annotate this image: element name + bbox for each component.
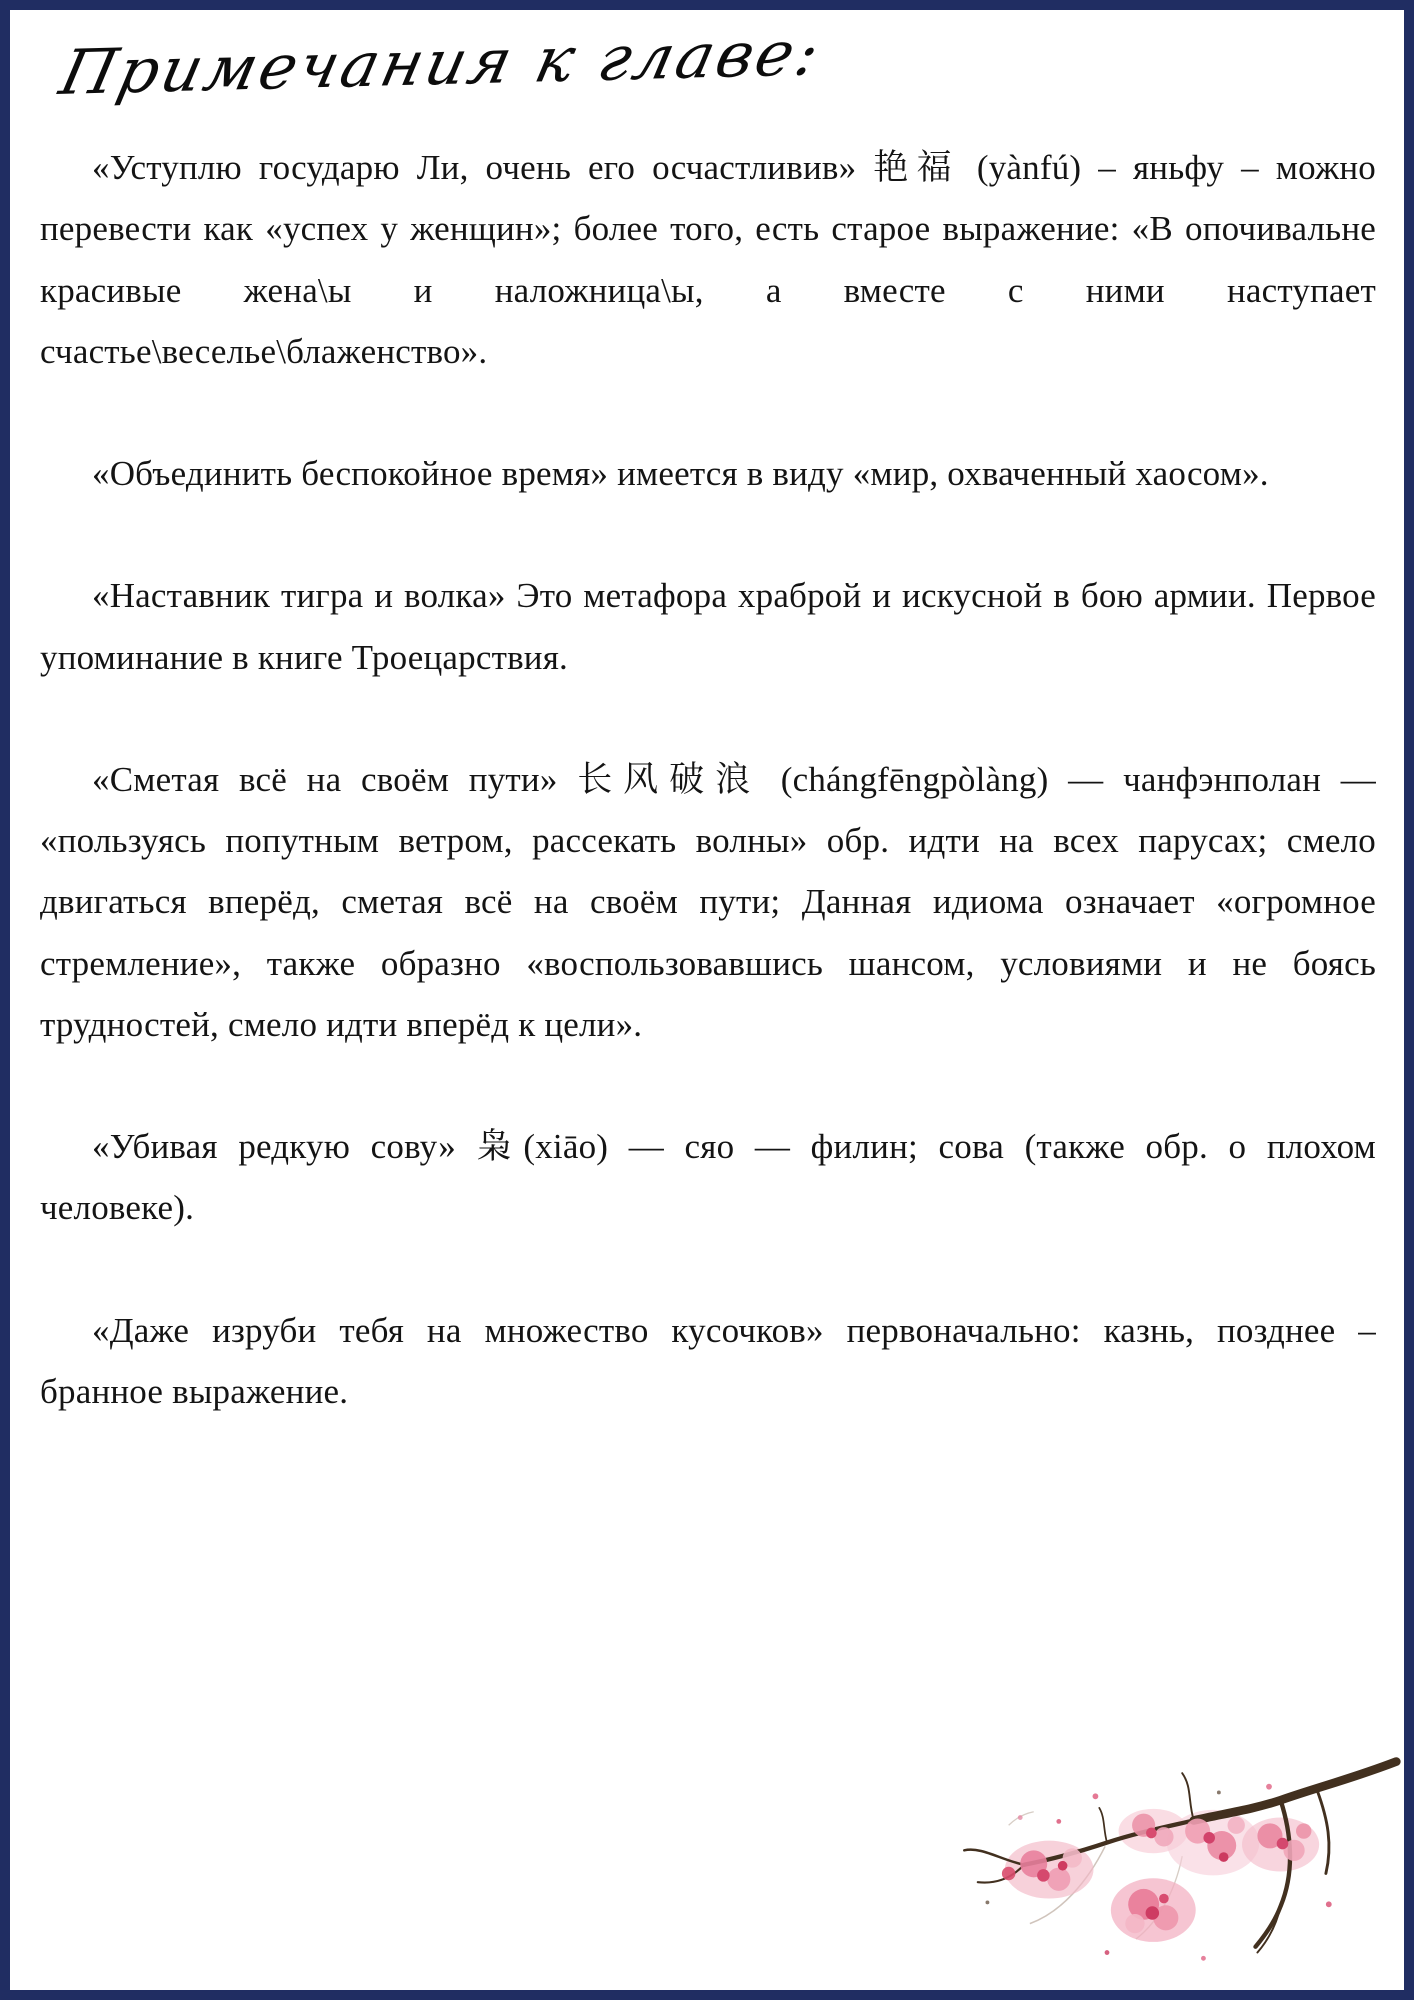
note-paragraph-yanfu: «Уступлю государю Ли, очень его осчастливив» 艳福 (yànfú) – яньфу – можно перевести как «успех у женщин»; более того, есть старое выражение: «В опочивальне красивые жена\ы и наложница\ы, а вместе с ними наступает счастье\веселье\блаженство». [40, 148, 1376, 371]
note-paragraph-tiger: «Наставник тигра и волка» Это метафора храброй и искусной в бою армии. Первое упоминание в книге Троецарствия. [40, 576, 1376, 677]
notes-content [10, 137, 1404, 1422]
sakura-branch-icon [864, 1728, 1404, 1990]
note-paragraph-owl: «Убивая редкую сову» 枭(xiāo) — сяо — филин; сова (также обр. о плохом человеке). [40, 1127, 1376, 1228]
note-paragraph-chaos: «Объединить беспокойное время» имеется в виду «мир, охваченный хаосом». [92, 454, 1269, 493]
page-title: Примечания к главе: [53, 16, 829, 109]
note-paragraph-pieces: «Даже изруби тебя на множество кусочков» первоначально: казнь, позднее – бранное выражение. [40, 1310, 1376, 1411]
note-paragraph-idiom: «Сметая всё на своём пути» 长风破浪 (chángfēngpòlàng) — чанфэнполан — «пользуясь попутным ветром, рассекать волны» обр. идти на всех парусах; смело двигаться вперёд, сметая всё на своём пути; Данная идиома означает «огромное стремление», также образно «воспользовавшись шансом, условиями и не боясь трудностей, смело идти вперёд к цели». [40, 759, 1376, 1044]
